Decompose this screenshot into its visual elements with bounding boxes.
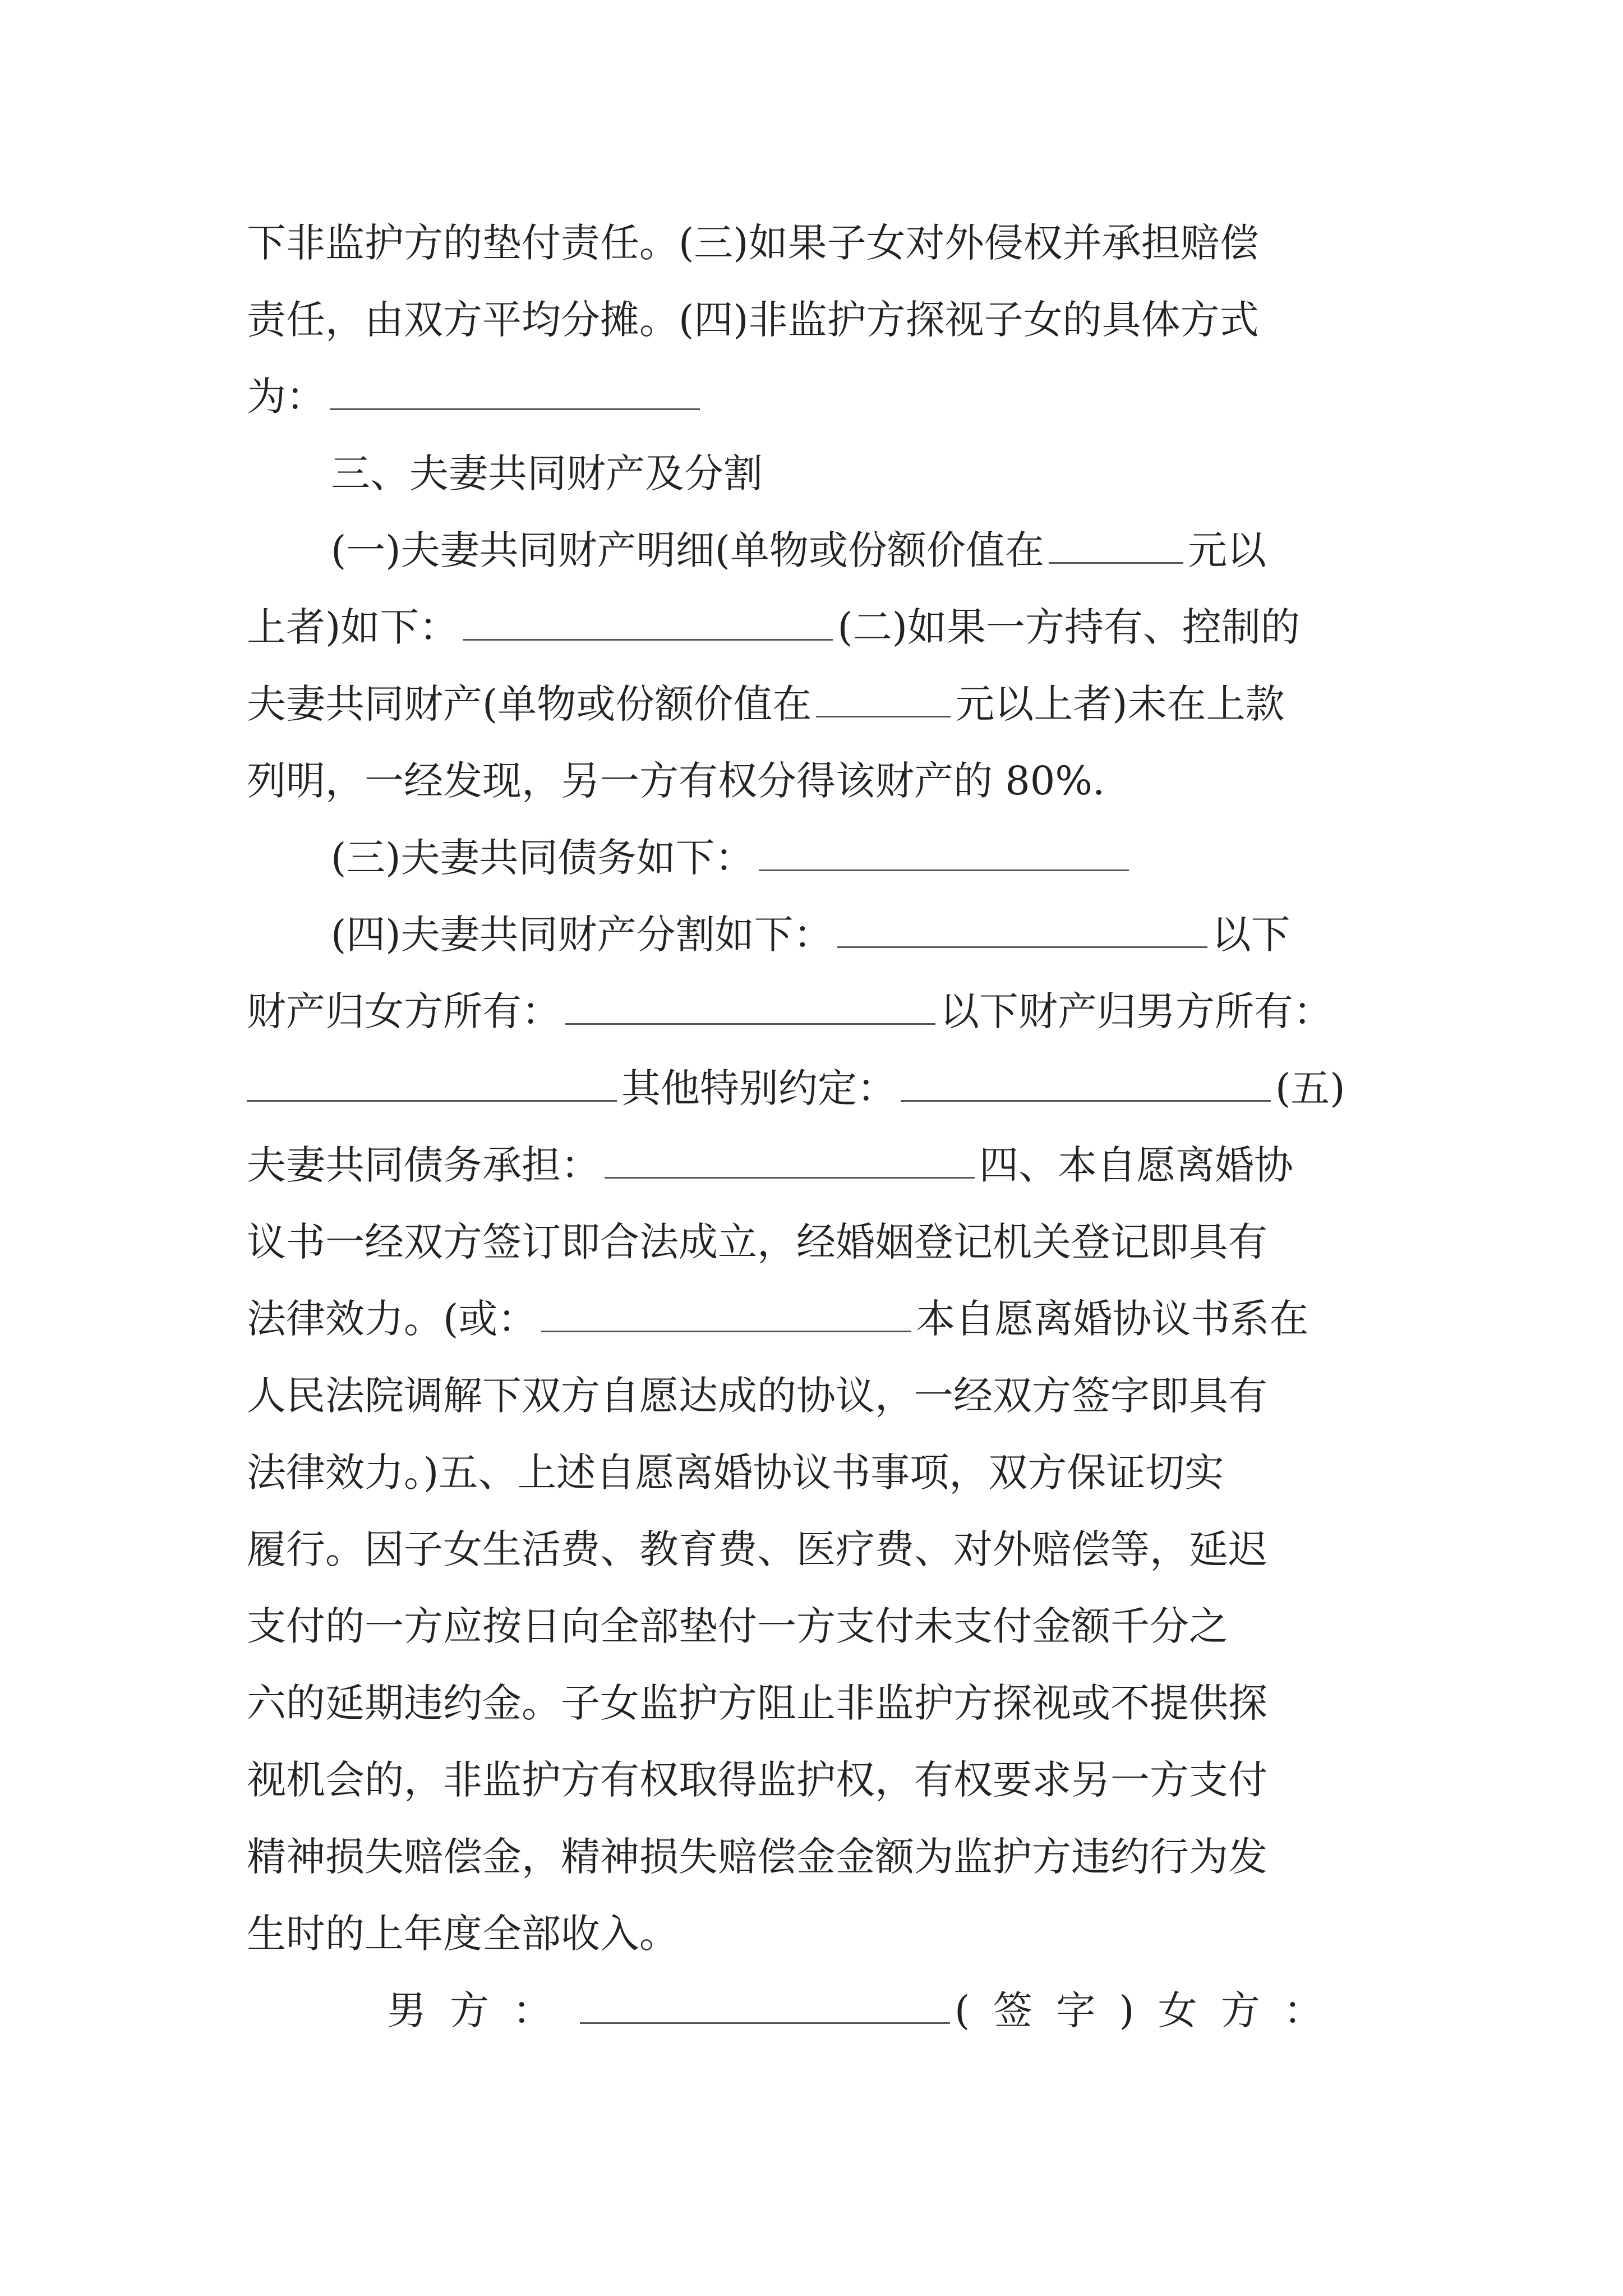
signature-blank [580, 1987, 950, 2024]
fill-in-blank [759, 835, 1129, 871]
fill-in-blank [330, 374, 700, 410]
fill-in-blank [816, 681, 951, 717]
signature-line [387, 1982, 1385, 2039]
line-text: 列明，一经发现，另一方有权分得该财产的 80%. [247, 758, 1105, 804]
line-text: 六的延期违约金。子女监护方阻止非监护方探视或不提供探 [247, 1680, 1267, 1726]
line-text: (一)夫妻共同财产明细(单物或份额价值在 [331, 527, 1044, 573]
fill-in-blank [565, 988, 935, 1025]
text-line [331, 522, 1464, 578]
line-text: 夫妻共同财产(单物或份额价值在 [247, 681, 812, 727]
text-line [247, 1444, 1380, 1501]
line-text: 法律效力。(或： [247, 1296, 537, 1342]
text-line [247, 215, 1380, 271]
line-text: 元以上者)未在上款 [955, 681, 1285, 727]
line-text: 以下 [1211, 912, 1290, 958]
line-text: (三)夫妻共同债务如下： [331, 835, 754, 881]
text-line [247, 1598, 1380, 1654]
text-line [247, 1368, 1380, 1424]
line-text: 精神损失赔偿金，精神损失赔偿金金额为监护方违约行为发 [247, 1834, 1267, 1880]
line-text: 履行。因子女生活费、教育费、医疗费、对外赔偿等，延迟 [247, 1526, 1267, 1572]
line-text: 生时的上年度全部收入。 [247, 1911, 679, 1957]
line-text: 视机会的，非监护方有权取得监护权，有权要求另一方支付 [247, 1757, 1267, 1803]
line-text: 元以 [1187, 527, 1266, 573]
line-text: 法律效力。)五、上述自愿离婚协议书事项，双方保证切实 [247, 1450, 1224, 1496]
fill-in-blank [1049, 527, 1183, 564]
fill-in-blank [541, 1296, 911, 1332]
line-text: (二)如果一方持有、控制的 [837, 604, 1300, 650]
fill-in-blank [605, 1142, 975, 1179]
line-text: 三、夫妻共同财产及分割 [331, 450, 763, 496]
text-line [247, 292, 1380, 348]
wife-signature-label: (签字)女方： [955, 1987, 1347, 2033]
line-text: 人民法院调解下双方自愿达成的协议，一经双方签字即具有 [247, 1373, 1267, 1419]
line-text: 以下财产归男方所有： [940, 988, 1332, 1034]
line-text: (五) [1275, 1065, 1345, 1111]
text-line [247, 1137, 1380, 1193]
fill-in-blank [463, 604, 833, 641]
line-text: 责任，由双方平均分摊。(四)非监护方探视子女的具体方式 [247, 297, 1259, 343]
section-heading [331, 445, 1464, 501]
text-line [247, 983, 1380, 1039]
line-text: 上者)如下： [247, 604, 459, 650]
line-text: 支付的一方应按日向全部垫付一方支付未支付金额千分之 [247, 1603, 1228, 1649]
text-line [247, 1906, 1380, 1962]
line-text: 其他特别约定： [621, 1065, 896, 1111]
line-text: (四)夫妻共同财产分割如下： [331, 912, 833, 958]
line-text: 本自愿离婚协议书系在 [916, 1296, 1309, 1342]
text-line [247, 753, 1380, 809]
fill-in-blank [837, 912, 1207, 948]
line-text: 为： [247, 374, 325, 420]
husband-signature-label: 男方： [387, 1987, 575, 2033]
text-line [247, 1291, 1380, 1347]
text-line [247, 1060, 1380, 1116]
fill-in-blank [247, 1065, 617, 1102]
line-text: 议书一经双方签订即合法成立，经婚姻登记机关登记即具有 [247, 1219, 1267, 1265]
line-text: 下非监护方的垫付责任。(三)如果子女对外侵权并承担赔偿 [247, 220, 1259, 266]
text-line [247, 1521, 1380, 1577]
text-line [331, 907, 1464, 963]
line-text: 财产归女方所有： [247, 988, 561, 1034]
text-line [247, 1214, 1380, 1270]
fill-in-blank [901, 1065, 1271, 1102]
line-text: 四、本自愿离婚协 [979, 1142, 1293, 1188]
text-line [247, 1829, 1380, 1885]
text-line [247, 369, 1380, 425]
text-line [247, 1752, 1380, 1808]
line-text: 夫妻共同债务承担： [247, 1142, 600, 1188]
text-line [247, 599, 1380, 655]
text-line [247, 1675, 1380, 1731]
text-line [331, 830, 1464, 886]
text-line [247, 676, 1380, 732]
